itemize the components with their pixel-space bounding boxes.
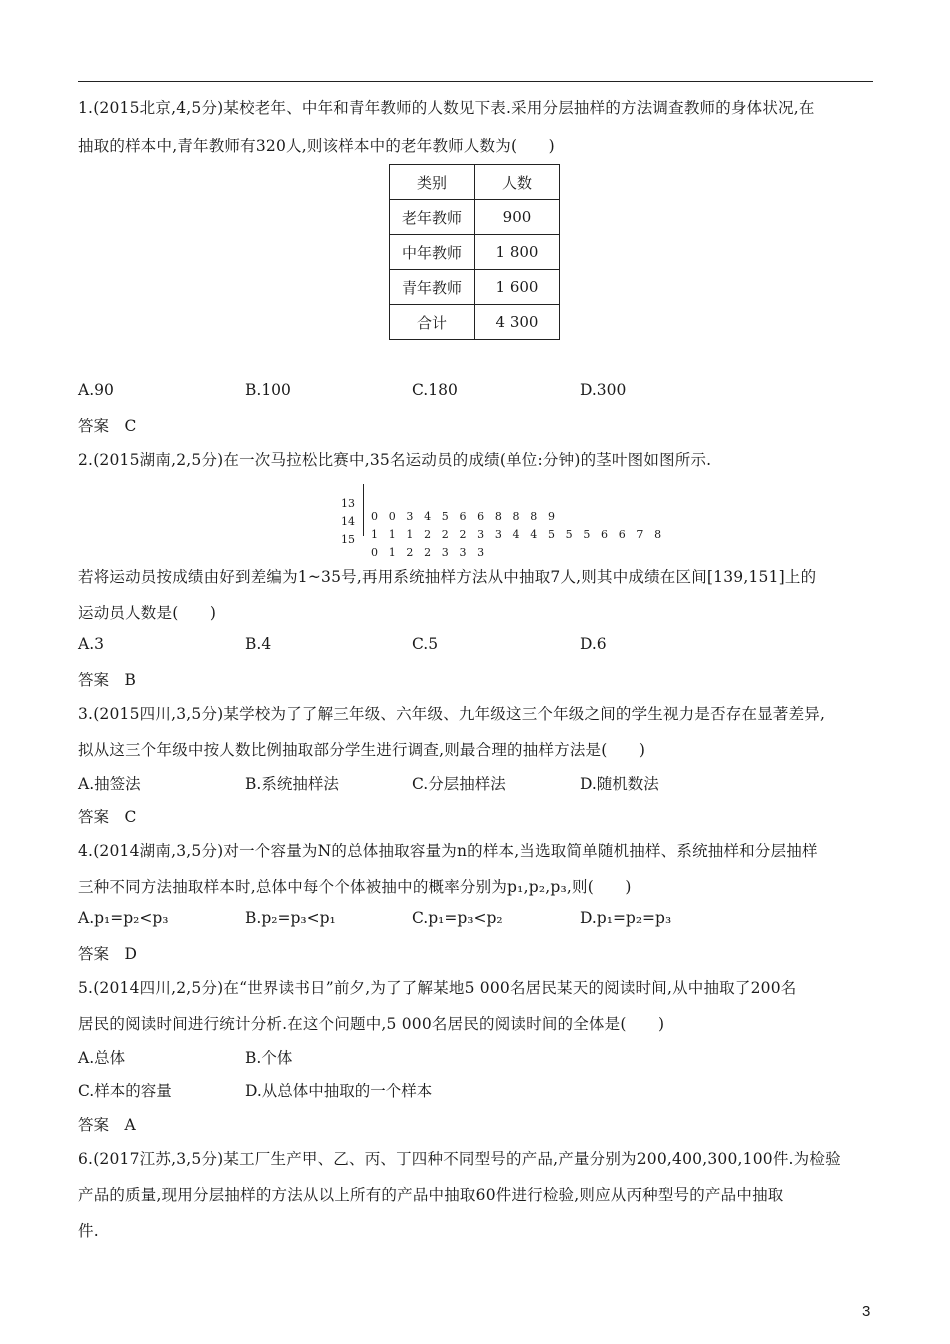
table-row [390,305,560,340]
leaf-values: 0 1 2 2 3 3 3 [371,546,488,559]
q3-text-line2: 拟从这三个年级中按人数比例抽取部分学生进行调查,则最合理的抽样方法是( ) [78,741,646,759]
q4-option-a: A.p₁=p₂<p₃ [78,909,169,927]
q2-text-line1: 2.(2015湖南,2,5分)在一次马拉松比赛中,35名运动员的成绩(单位:分钟)的茎叶图如图所示. [78,451,712,469]
q1-option-c: C.180 [412,381,458,399]
q2-option-c: C.5 [412,635,439,653]
q3-text-line1: 3.(2015四川,3,5分)某学校为了了解三年级、六年级、九年级这三个年级之间的学生视力是否存在显著差异, [78,705,826,723]
q6-text-line1: 6.(2017江苏,3,5分)某工厂生产甲、乙、丙、丁四种不同型号的产品,产量分别为200,400,300,100件.为检验 [78,1150,841,1168]
stem-leaf-row [341,520,488,559]
table-header-category: 类别 [390,165,475,200]
q1-option-b: B.100 [245,381,291,399]
header-rule [78,81,873,82]
q4-text-line2: 三种不同方法抽取样本时,总体中每个个体被抽中的概率分别为p₁,p₂,p₃,则( ) [78,878,632,896]
page-number: 3 [862,1303,871,1320]
stem-leaf-divider [363,484,364,536]
leaf-values: 1 1 1 2 2 2 3 3 4 4 5 5 5 6 6 7 8 [371,528,665,541]
stem-value: 15 [341,533,355,546]
q6-text-line3: 件. [78,1222,99,1240]
table-cell: 900 [475,200,560,235]
q2-option-d: D.6 [580,635,607,653]
q1-option-a: A.90 [78,381,114,399]
q5-option-b: B.个体 [245,1049,293,1067]
table-cell: 中年教师 [390,235,475,270]
q3-option-c: C.分层抽样法 [412,775,506,793]
table-cell: 老年教师 [390,200,475,235]
q5-option-a: A.总体 [78,1049,126,1067]
stem-leaf-plot [341,484,665,559]
q2-text-line2: 若将运动员按成绩由好到差编为1~35号,再用系统抽样方法从中抽取7人,则其中成绩在区间[139,151]上的 [78,568,817,586]
q3-option-d: D.随机数法 [580,775,659,793]
q3-answer: 答案 C [78,808,137,826]
q4-option-c: C.p₁=p₃<p₂ [412,909,503,927]
q2-option-b: B.4 [245,635,272,653]
q1-option-d: D.300 [580,381,627,399]
q4-option-b: B.p₂=p₃<p₁ [245,909,336,927]
q2-option-a: A.3 [78,635,104,653]
q1-text-line2: 抽取的样本中,青年教师有320人,则该样本中的老年教师人数为( ) [78,137,555,155]
q5-option-d: D.从总体中抽取的一个样本 [245,1082,433,1100]
q1-text-line1: 1.(2015北京,4,5分)某校老年、中年和青年教师的人数见下表.采用分层抽样的方法调查教师的身体状况,在 [78,99,815,117]
table-cell: 合计 [390,305,475,340]
leaf-values: 0 0 3 4 5 6 6 8 8 8 9 [371,510,559,523]
table-cell: 1 600 [475,270,560,305]
q6-text-line2: 产品的质量,现用分层抽样的方法从以上所有的产品中抽取60件进行检验,则应从丙种型号的产品中抽取 [78,1186,784,1204]
table-row [390,200,560,235]
table-cell: 4 300 [475,305,560,340]
table-row [390,270,560,305]
teacher-count-table [389,164,560,340]
stem-value: 14 [341,515,355,528]
q2-answer: 答案 B [78,671,136,689]
q4-option-d: D.p₁=p₂=p₃ [580,909,672,927]
q5-option-c: C.样本的容量 [78,1082,172,1100]
q1-answer: 答案 C [78,417,137,435]
q5-text-line1: 5.(2014四川,2,5分)在“世界读书日”前夕,为了了解某地5 000名居民某天的阅读时间,从中抽取了200名 [78,979,797,997]
q4-text-line1: 4.(2014湖南,3,5分)对一个容量为N的总体抽取容量为n的样本,当选取简单随机抽样、系统抽样和分层抽样 [78,842,818,860]
table-header-count: 人数 [475,165,560,200]
q2-text-line3: 运动员人数是( ) [78,604,217,622]
q3-option-a: A.抽签法 [78,775,141,793]
q5-text-line2: 居民的阅读时间进行统计分析.在这个问题中,5 000名居民的阅读时间的全体是( ) [78,1015,665,1033]
q5-answer: 答案 A [78,1116,136,1134]
table-cell: 青年教师 [390,270,475,305]
stem-value: 13 [341,497,355,510]
q4-answer: 答案 D [78,945,137,963]
q3-option-b: B.系统抽样法 [245,775,339,793]
table-row [390,235,560,270]
table-cell: 1 800 [475,235,560,270]
